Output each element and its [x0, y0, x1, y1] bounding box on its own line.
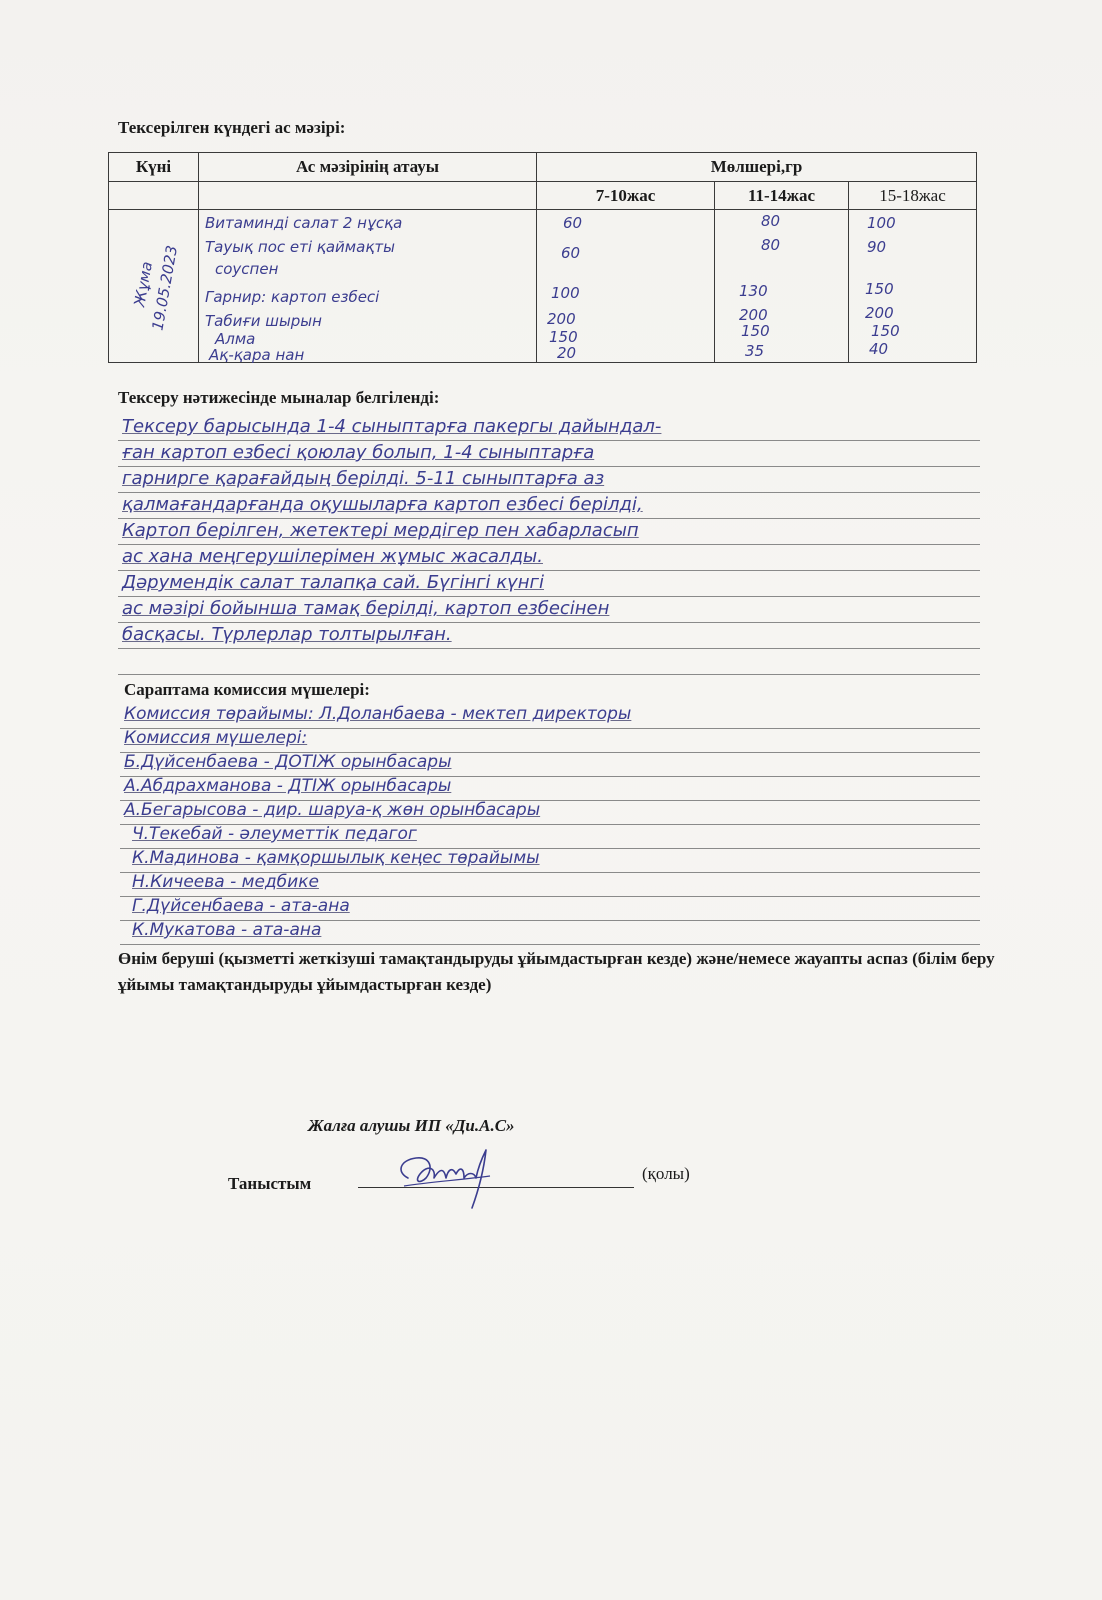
date-cell — [109, 210, 199, 363]
dish-item: Алма — [215, 330, 256, 348]
amount-value: 200 — [739, 306, 768, 324]
dish-item: Витаминді салат 2 нұсқа — [205, 214, 403, 232]
amount-value: 200 — [547, 310, 576, 328]
commission-member: Б.Дүйсенбаева - ДОТІЖ орынбасары — [124, 752, 452, 772]
amounts-11-14-cell — [715, 210, 849, 363]
finding-line: Дәрумендік салат талапқа сай. Бүгінгі күнгі — [122, 572, 545, 593]
findings-heading: Тексеру нәтижесінде мыналар белгіленді: — [118, 388, 440, 407]
ruled-line — [118, 596, 980, 597]
commission-member: К.Мукатова - ата-ана — [132, 920, 322, 940]
tenant-label: Жалға алушы ИП «Ди.А.С» — [308, 1116, 515, 1135]
acknowledged-label: Таныстым — [228, 1174, 312, 1193]
amount-value: 60 — [561, 244, 581, 262]
finding-line: ас мәзірі бойынша тамақ берілді, картоп езбесінен — [122, 598, 610, 619]
commission-member: Ч.Текебай - әлеуметтік педагог — [132, 824, 417, 844]
dish-item: Тауық пос еті қаймақты — [205, 238, 395, 256]
ruled-line — [120, 944, 980, 945]
finding-line: басқасы. Түрлерлар толтырылған. — [122, 624, 452, 645]
amounts-15-18-cell — [849, 210, 977, 363]
dish-item: соуспен — [215, 260, 279, 278]
amount-value: 40 — [869, 340, 889, 358]
ruled-line — [118, 570, 980, 571]
commission-member: Комиссия төрайымы: Л.Доланбаева - мектеп директоры — [124, 704, 632, 724]
ruled-line — [118, 440, 980, 441]
ruled-line — [118, 648, 980, 649]
amount-value: 200 — [865, 304, 894, 322]
dish-item: Гарнир: картоп езбесі — [205, 288, 380, 306]
ruled-line — [118, 622, 980, 623]
date: 19.05.2023 — [148, 244, 181, 332]
dish-item: Табиғи шырын — [205, 312, 322, 330]
commission-member: Г.Дүйсенбаева - ата-ана — [132, 896, 350, 916]
signature-underline — [404, 1176, 490, 1186]
amount-value: 20 — [557, 344, 577, 362]
ruled-line — [118, 544, 980, 545]
ruled-line — [118, 674, 980, 675]
amount-value: 100 — [867, 214, 896, 232]
signature-stroke — [401, 1150, 486, 1208]
date-rotated — [124, 240, 182, 332]
finding-line: Тексеру барысында 1-4 сыныптарға пакергы дайындал- — [122, 416, 662, 437]
commission-heading: Сараптама комиссия мүшелері: — [124, 680, 370, 699]
ruled-line — [118, 492, 980, 493]
commission-member: К.Мадинова - қамқоршылық кеңес төрайымы — [132, 848, 540, 868]
commission-member: А.Бегарысова - дир. шаруа-қ жөн орынбасары — [124, 800, 541, 820]
amount-value: 100 — [551, 284, 580, 302]
dishes-cell — [199, 210, 537, 363]
amount-value: 80 — [761, 236, 781, 254]
col-day-header: Күні — [109, 153, 199, 182]
signature-label: (қолы) — [642, 1164, 690, 1183]
producer-statement: Өнім беруші (қызметті жеткізуші тамақтандыруды ұйымдастырған кезде) және/немесе жауапты аспаз (білім беру ұйымы тамақтандыруды ұйымдастырған кезде) — [118, 949, 995, 994]
amount-value: 130 — [739, 282, 768, 300]
finding-line: ған картоп езбесі қоюлау болып, 1-4 сыныптарға — [122, 442, 595, 463]
amount-value: 150 — [549, 328, 578, 346]
finding-line: гарнирге қарағайдың берілді. 5-11 сыныптарға аз — [122, 468, 605, 489]
amount-value: 150 — [871, 322, 900, 340]
amount-value: 150 — [741, 322, 770, 340]
age-group-header: 11-14жас — [715, 182, 849, 210]
col-amount-header: Мөлшері,гр — [537, 153, 977, 182]
menu-table — [108, 152, 977, 363]
amount-value: 60 — [563, 214, 583, 232]
commission-member: Комиссия мүшелері: — [124, 728, 308, 748]
amount-value: 80 — [761, 212, 781, 230]
age-group-header: 7-10жас — [537, 182, 715, 210]
weekday: Жұма — [129, 260, 156, 309]
dish-item: Ақ-қара нан — [209, 346, 305, 364]
commission-member: А.Абдрахманова - ДТІЖ орынбасары — [124, 776, 452, 796]
signature-image — [390, 1138, 500, 1210]
amount-value: 90 — [867, 238, 887, 256]
amount-value: 35 — [745, 342, 765, 360]
col-name-sub-empty — [199, 182, 537, 210]
col-name-header: Ас мәзірінің атауы — [199, 153, 537, 182]
finding-line: қалмағандарғанда оқушыларға картоп езбесі берілді, — [122, 494, 643, 515]
ruled-line — [118, 518, 980, 519]
amounts-7-10-cell — [537, 210, 715, 363]
finding-line: ас хана меңгерушілерімен жұмыс жасалды. — [122, 546, 543, 567]
age-group-header: 15-18жас — [849, 182, 977, 210]
ruled-line — [118, 466, 980, 467]
commission-member: Н.Кичеева - медбике — [132, 872, 319, 892]
amount-value: 150 — [865, 280, 894, 298]
menu-heading: Тексерілген күндегі ас мәзірі: — [118, 118, 346, 137]
col-day-sub-empty — [109, 182, 199, 210]
finding-line: Картоп берілген, жетектері мердігер пен хабарласып — [122, 520, 639, 541]
